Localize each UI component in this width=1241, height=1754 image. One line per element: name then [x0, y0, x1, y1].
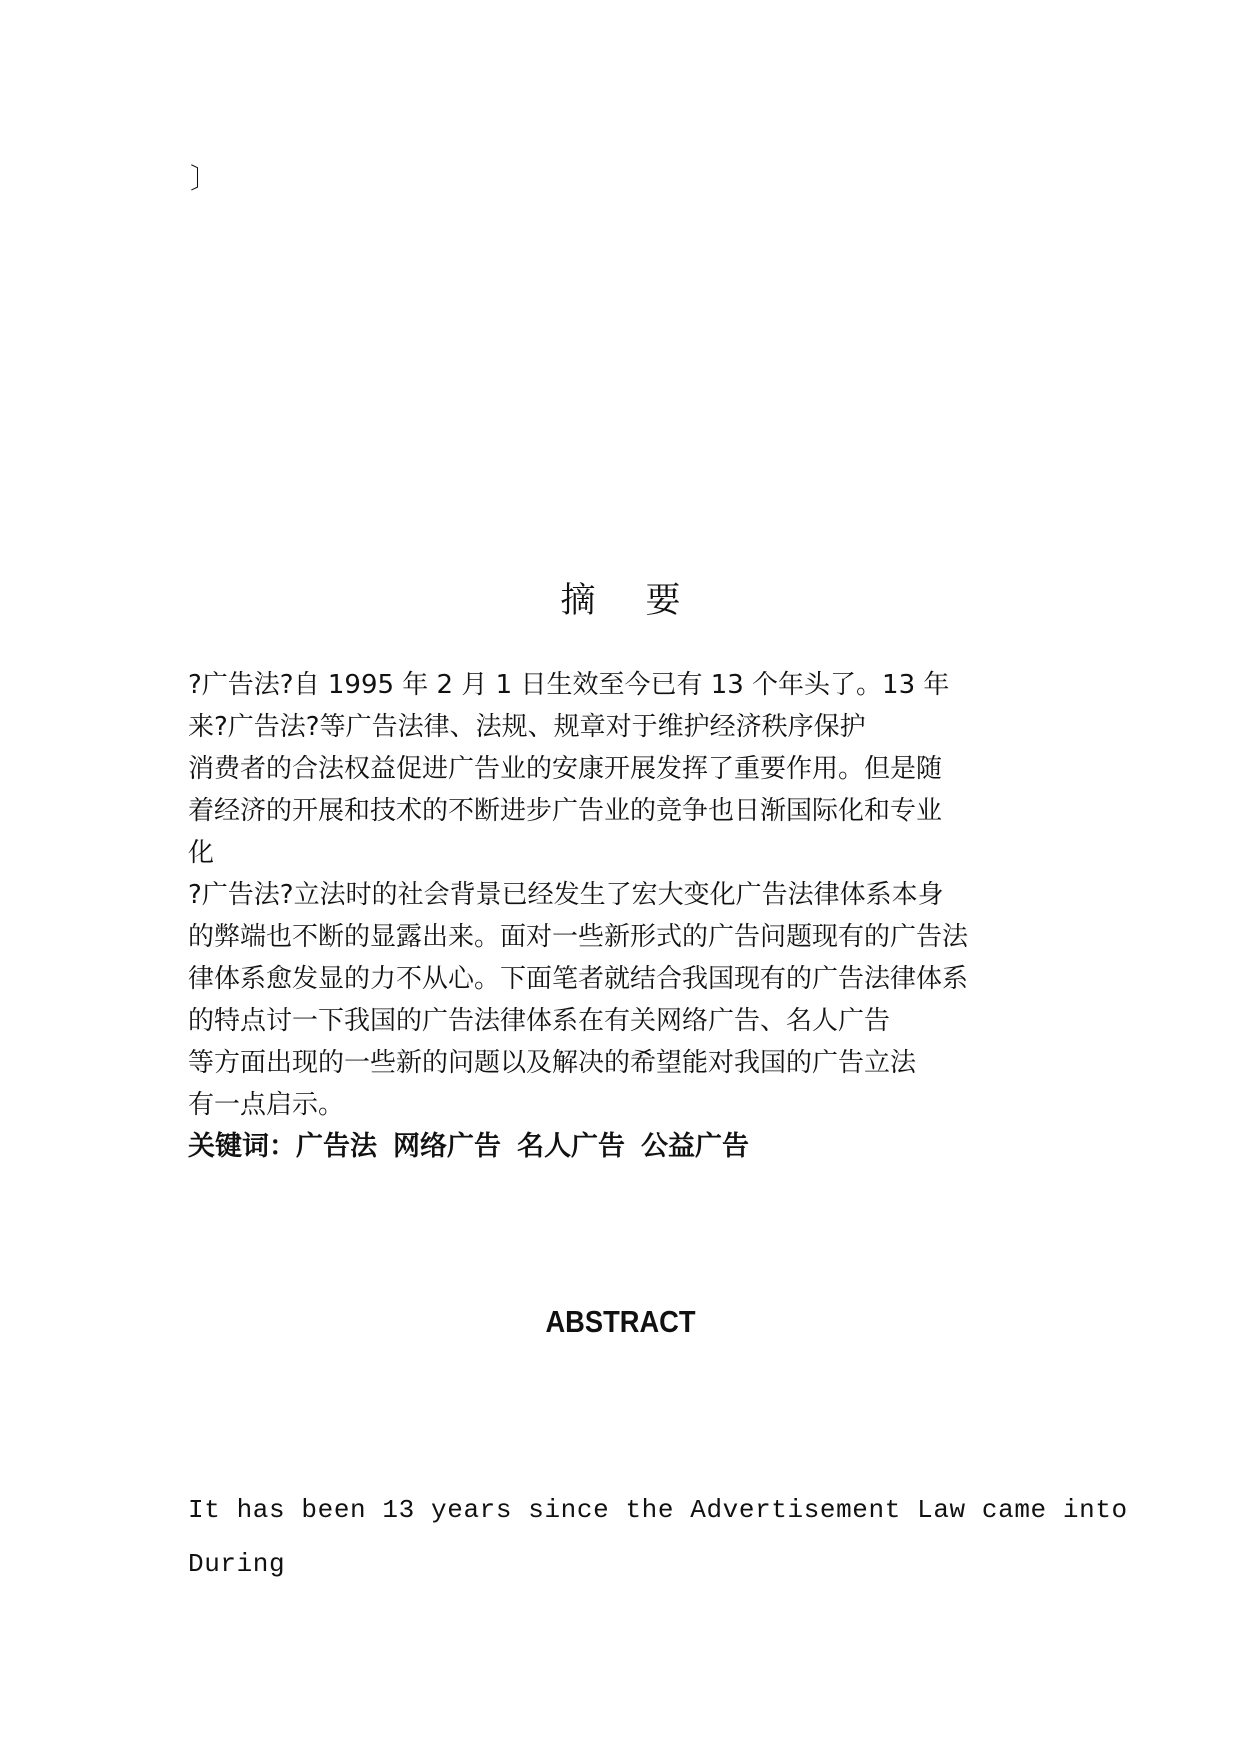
abstract-line-6: ?广告法?立法时的社会背景已经发生了宏大变化广告法律体系本身	[188, 880, 944, 910]
keyword-item: 名人广告	[517, 1131, 625, 1162]
abstract-line-10: 等方面出现的一些新的问题以及解决的希望能对我国的广告立法	[188, 1048, 917, 1078]
keyword-item: 公益广告	[641, 1131, 749, 1162]
english-abstract-title: ABSTRACT	[545, 1304, 696, 1339]
abstract-line-9: 的特点讨一下我国的广告法律体系在有关网络广告、名人广告	[188, 1006, 891, 1036]
keywords-line	[188, 1126, 1068, 1168]
keyword-item: 网络广告	[393, 1131, 501, 1162]
abstract-line-7: 的弊端也不断的显露出来。面对一些新形式的广告问题现有的广告法	[188, 922, 969, 952]
keywords-label: 关键词：	[188, 1131, 296, 1162]
stray-bracket: 〕	[190, 162, 219, 195]
abstract-line-2: 来?广告法?等广告法律、法规、规章对于维护经济秩序保护	[188, 712, 866, 742]
keyword-item: 广告法	[296, 1131, 377, 1162]
abstract-line-8: 律体系愈发显的力不从心。下面笔者就结合我国现有的广告法律体系	[188, 964, 969, 994]
abstract-line-5: 化	[188, 838, 215, 868]
chinese-abstract-title: 摘要	[560, 581, 731, 621]
abstract-line-1	[188, 664, 1068, 706]
abstract-line-4: 着经济的开展和技术的不断进步广告业的竞争也日渐国际化和专业	[188, 796, 943, 826]
abstract-line-1-text: ?广告法?自 1995 年 2 月 1 日生效至今已有 13 个年头了。13 年	[188, 670, 950, 700]
abstract-line-3: 消费者的合法权益促进广告业的安康开展发挥了重要作用。但是随	[188, 754, 943, 784]
english-line-1: It has been 13 years since the Advertisement Law came into	[188, 1495, 1128, 1525]
chinese-abstract-body	[188, 664, 1068, 1168]
abstract-line-11: 有一点启示。	[188, 1090, 345, 1120]
english-abstract-body	[188, 1483, 1128, 1591]
english-line-2: During	[188, 1549, 286, 1579]
